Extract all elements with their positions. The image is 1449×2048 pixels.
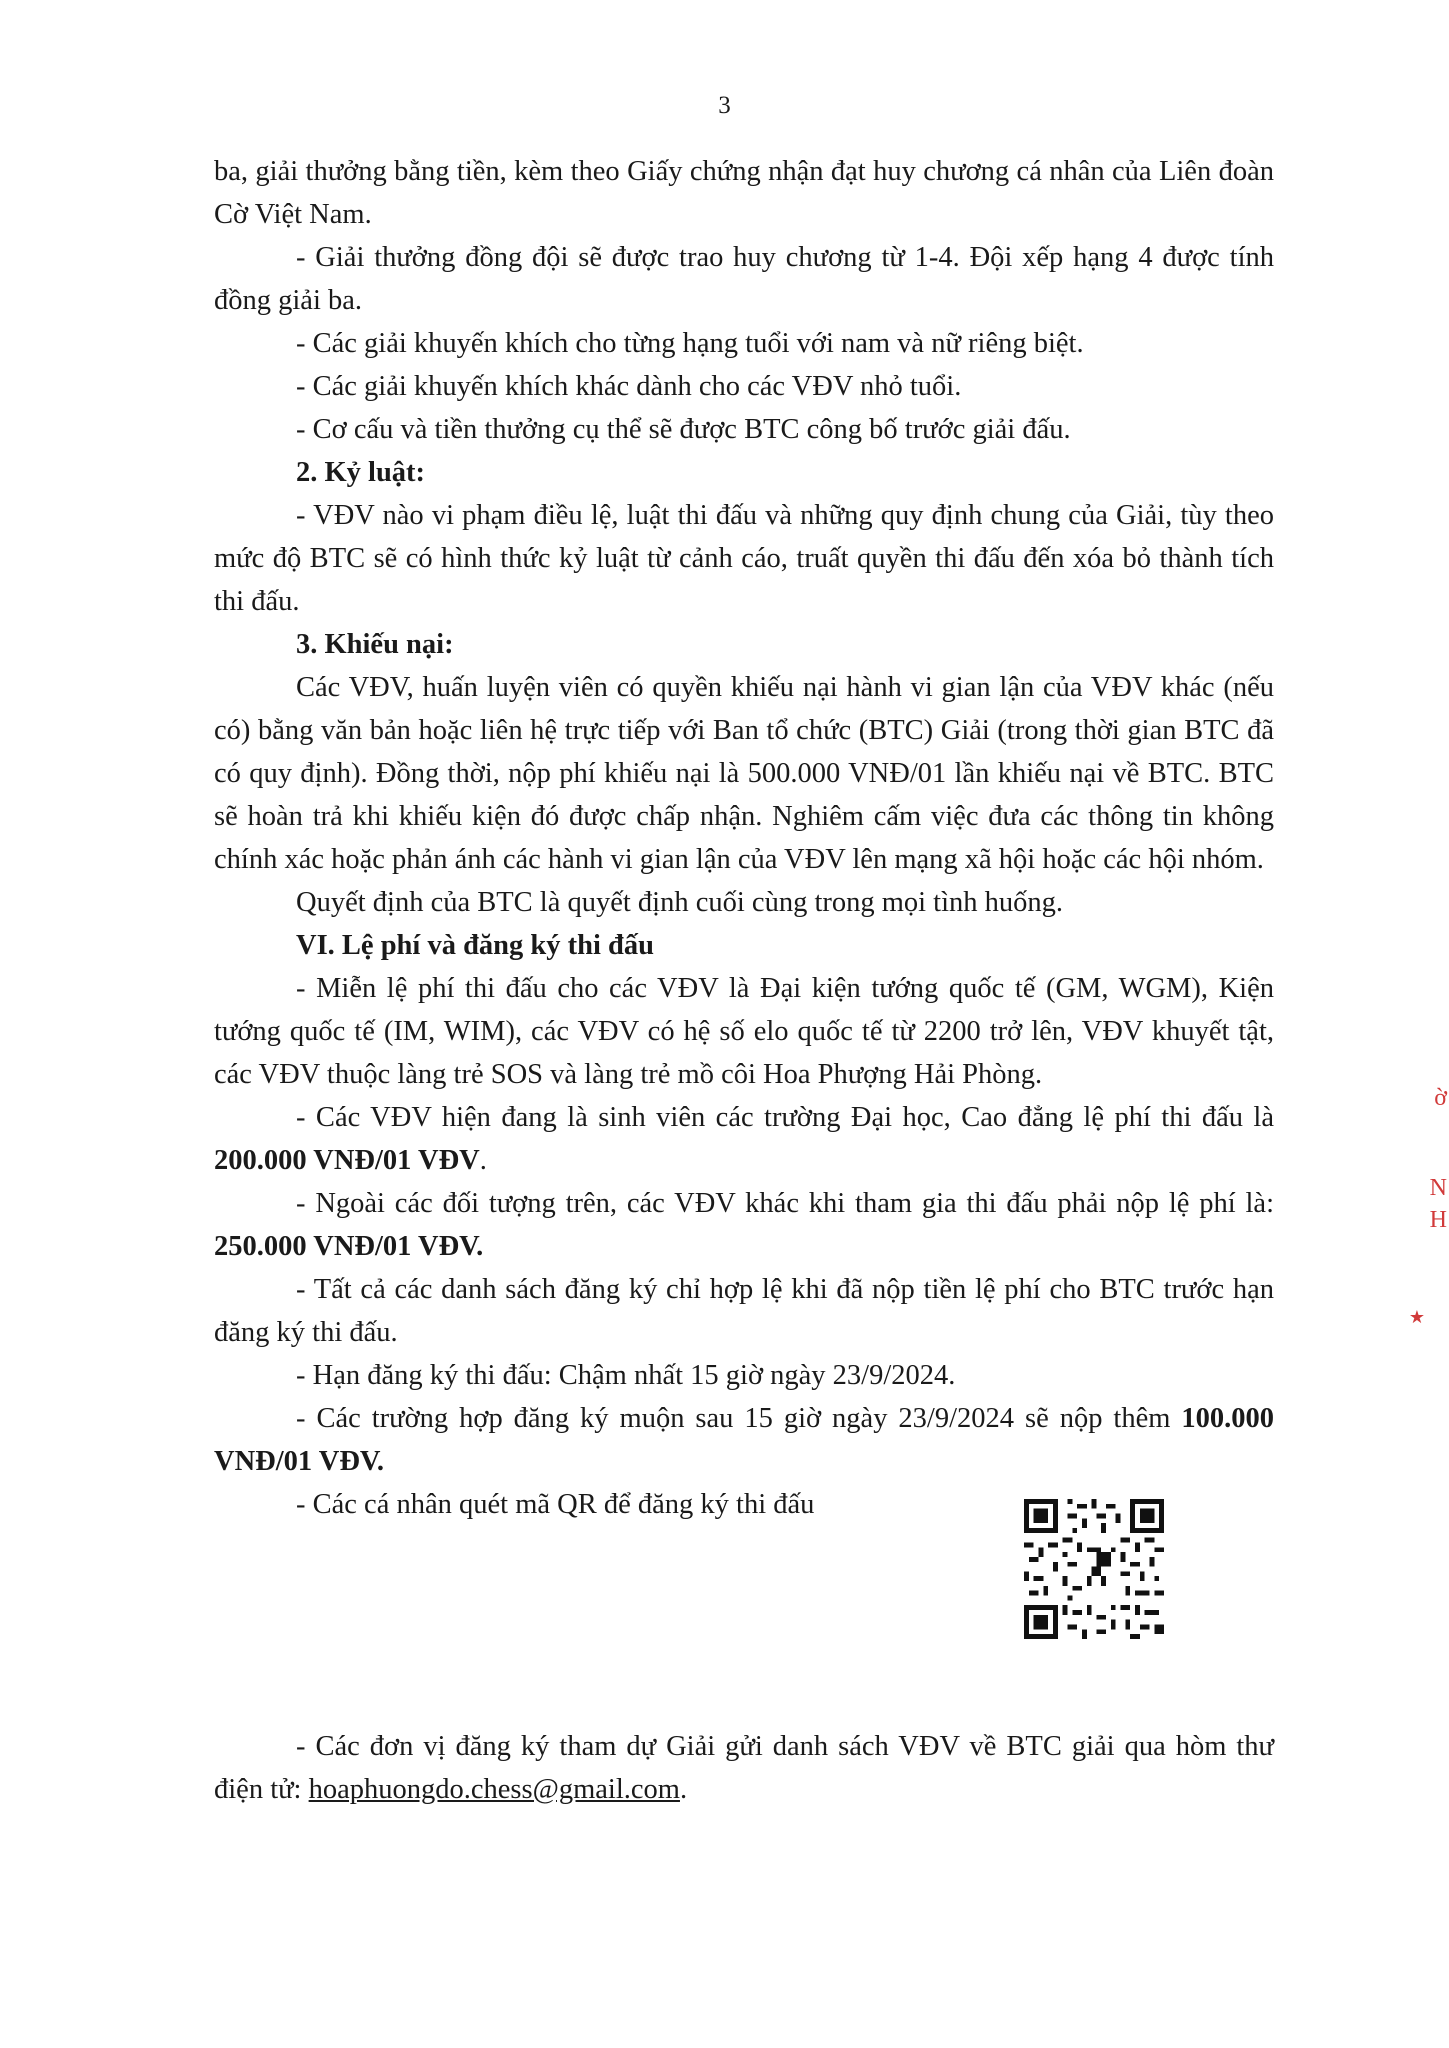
fees-valid: - Tất cả các danh sách đăng ký chỉ hợp lệ khi đã nộp tiền lệ phí cho BTC trước hạn đăng ký thi đấu. — [214, 1274, 1274, 1348]
discipline-text: - VĐV nào vi phạm điều lệ, luật thi đấu và những quy định chung của Giải, tùy theo mức độ BTC sẽ có hình thức kỷ luật từ cảnh cáo, truất quyền thi đấu đến xóa bỏ thành tích thi đấu. — [214, 500, 1274, 617]
page-number: 3 — [718, 92, 731, 119]
fees-students — [214, 1096, 1274, 1182]
stamp-fragment-1: ờ — [1434, 1085, 1447, 1111]
fees-others-amount: 250.000 VNĐ/01 VĐV. — [214, 1231, 484, 1262]
complaints-text: Các VĐV, huấn luyện viên có quyền khiếu nại hành vi gian lận của VĐV khác (nếu có) bằng văn bản hoặc liên hệ trực tiếp với Ban tổ chức (BTC) Giải (trong thời gian BTC đã có quy định). Đồng thời, nộp phí khiếu nại là 500.000 VNĐ/01 lần khiếu nại về BTC. BTC sẽ hoàn trả khi khiếu kiện đó được chấp nhận. Nghiêm cấm việc đưa các thông tin không chính xác hoặc phản ánh các hành vi gian lận của VĐV lên mạng xã hội hoặc các hội nhóm. — [214, 672, 1274, 875]
stamp-fragment-3: H — [1429, 1207, 1447, 1233]
email-text: - Các đơn vị đăng ký tham dự Giải gửi danh sách VĐV về BTC giải qua hòm thư điện tử: — [214, 1731, 1274, 1805]
email-suffix: . — [679, 1774, 688, 1805]
complaints-final: Quyết định của BTC là quyết định cuối cùng trong mọi tình huống. — [296, 887, 1064, 918]
discipline-heading: 2. Kỷ luật: — [296, 457, 426, 488]
fees-deadline: - Hạn đăng ký thi đấu: Chậm nhất 15 giờ ngày 23/9/2024. — [296, 1360, 956, 1391]
fees-students-amount: 200.000 VNĐ/01 VĐV — [214, 1145, 480, 1176]
prize-text-2: - Giải thưởng đồng đội sẽ được trao huy chương từ 1-4. Đội xếp hạng 4 được tính đồng giải ba. — [214, 242, 1274, 316]
email-link[interactable]: hoaphuongdo.chess@gmail.com — [308, 1774, 680, 1805]
prize-text-3: - Các giải khuyến khích cho từng hạng tuổi với nam và nữ riêng biệt. — [296, 328, 1084, 359]
fees-late-amount: 100.000 VNĐ/01 VĐV. — [214, 1403, 1274, 1477]
spacer — [214, 1653, 1274, 1725]
complaints-heading: 3. Khiếu nại: — [296, 629, 454, 660]
prize-text-4: - Các giải khuyến khích khác dành cho các VĐV nhỏ tuổi. — [296, 371, 962, 402]
qr-section — [214, 1483, 1274, 1653]
fees-students-text: - Các VĐV hiện đang là sinh viên các trường Đại học, Cao đẳng lệ phí thi đấu là — [296, 1102, 1274, 1133]
prize-text-1: ba, giải thưởng bằng tiền, kèm theo Giấy chứng nhận đạt huy chương cá nhân của Liên đoàn Cờ Việt Nam. — [214, 156, 1274, 230]
document-body — [214, 150, 1274, 1811]
red-stamp-fragment — [1379, 1085, 1449, 1385]
qr-code-icon[interactable] — [1024, 1499, 1164, 1639]
email-instruction — [214, 1725, 1274, 1811]
fees-exempt: - Miễn lệ phí thi đấu cho các VĐV là Đại kiện tướng quốc tế (GM, WGM), Kiện tướng quốc tế (IM, WIM), các VĐV có hệ số elo quốc tế từ 2200 trở lên, VĐV khuyết tật, các VĐV thuộc làng trẻ SOS và làng trẻ mồ côi Hoa Phượng Hải Phòng. — [214, 973, 1274, 1090]
stamp-fragment-2: N — [1429, 1175, 1447, 1201]
fees-late-text: - Các trường hợp đăng ký muộn sau 15 giờ ngày 23/9/2024 sẽ nộp thêm — [296, 1403, 1182, 1434]
qr-instruction: - Các cá nhân quét mã QR để đăng ký thi đấu — [296, 1489, 815, 1520]
prize-text-5: - Cơ cấu và tiền thưởng cụ thể sẽ được BTC công bố trước giải đấu. — [296, 414, 1071, 445]
fees-heading: VI. Lệ phí và đăng ký thi đấu — [296, 930, 654, 961]
fees-others-text: - Ngoài các đối tượng trên, các VĐV khác khi tham gia thi đấu phải nộp lệ phí là: — [296, 1188, 1274, 1219]
fees-late — [214, 1397, 1274, 1483]
fees-students-suffix: . — [479, 1145, 487, 1176]
star-icon: ★ — [1408, 1307, 1425, 1327]
fees-others — [214, 1182, 1274, 1268]
